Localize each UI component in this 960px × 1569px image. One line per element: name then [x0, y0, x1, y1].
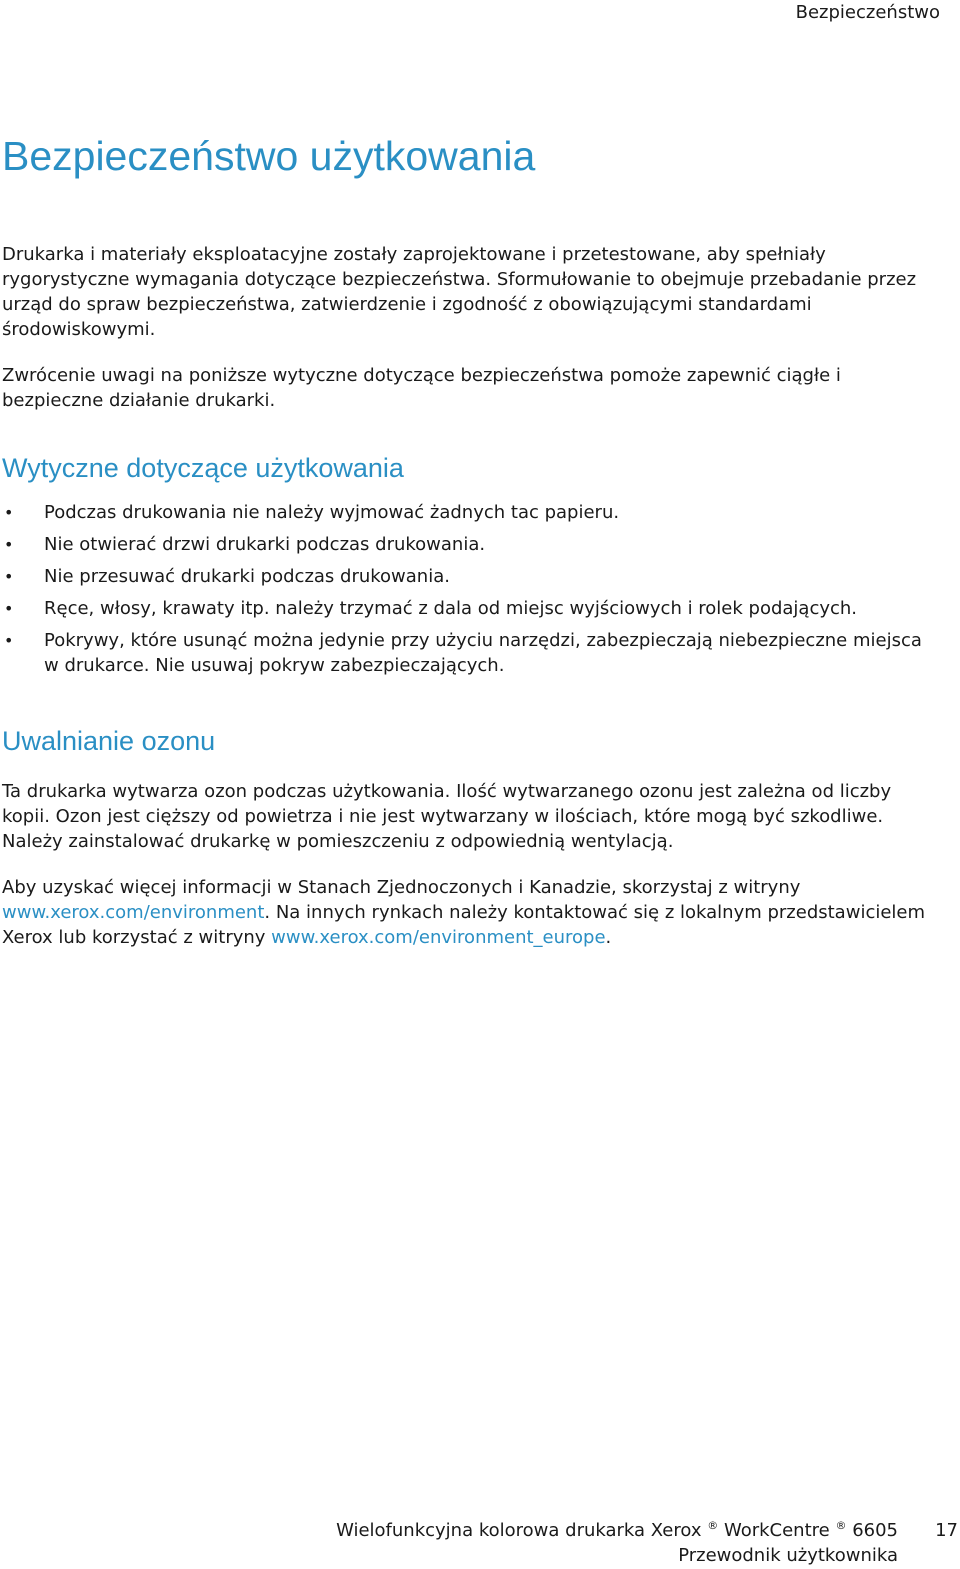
environment-europe-link[interactable]: www.xerox.com/environment_europe [271, 927, 606, 948]
page-title: Bezpieczeństwo użytkowania [2, 133, 536, 179]
page-number: 17 [935, 1520, 958, 1541]
registered-mark: ® [835, 1519, 847, 1532]
ozone-paragraph: Ta drukarka wytwarza ozon podczas użytkowania. Ilość wytwarzanego ozonu jest zależna od liczby kopii. Ozon jest cięższy od powietrza i nie jest wytwarzany w ilościach, które mogą być szkodliwe. Należy zainstalować drukarkę w pomieszczeniu z odpowiednią wentylacją. [2, 781, 892, 852]
running-header: Bezpieczeństwo [795, 2, 940, 23]
list-item: • Nie otwierać drzwi drukarki podczas drukowania. [2, 532, 942, 557]
list-item: • Ręce, włosy, krawaty itp. należy trzymać z dala od miejsc wyjściowych i rolek podających. [2, 596, 942, 621]
ozone-heading: Uwalnianie ozonu [2, 726, 216, 756]
footer-product-prefix: Wielofunkcyjna kolorowa drukarka Xerox [336, 1520, 702, 1541]
intro-paragraph: Zwrócenie uwagi na poniższe wytyczne dotyczące bezpieczeństwa pomoże zapewnić ciągłe i bezpieczne działanie drukarki. [2, 365, 841, 411]
list-item: • Nie przesuwać drukarki podczas drukowania. [2, 564, 942, 589]
ozone-info-text: . Na innych rynkach należy kontaktować się z lokalnym przedstawicielem Xerox lub korzystać z witryny [2, 902, 926, 948]
guidelines-heading: Wytyczne dotyczące użytkowania [2, 453, 404, 483]
ozone-info-text: Aby uzyskać więcej informacji w Stanach Zjednoczonych i Kanadzie, skorzystaj z witryny [2, 877, 801, 898]
footer-product-name: WorkCentre [718, 1520, 830, 1541]
list-item: • Podczas drukowania nie należy wyjmować żadnych tac papieru. [2, 500, 942, 525]
guidelines-list [2, 500, 942, 678]
list-item: • Pokrywy, które usunąć można jedynie przy użyciu narzędzi, zabezpieczają niebezpieczne miejsca w drukarce. Nie usuwaj pokryw zabezpieczających. [2, 628, 942, 678]
footer-product [336, 1518, 898, 1543]
page-content [2, 128, 942, 971]
footer-guide-name: Przewodnik użytkownika [678, 1545, 898, 1566]
footer-model: 6605 [846, 1520, 898, 1541]
ozone-info-paragraph [2, 875, 942, 950]
ozone-info-text: . [605, 927, 612, 948]
environment-link[interactable]: www.xerox.com/environment [2, 902, 265, 923]
intro-paragraph: Drukarka i materiały eksploatacyjne zostały zaprojektowane i przetestowane, aby spełniały rygorystyczne wymagania dotyczące bezpieczeństwa. Sformułowanie to obejmuje przebadanie przez urząd do spraw bezpieczeństwa, zatwierdzenie i zgodność z obowiązującymi standardami środowiskowymi. [2, 244, 917, 340]
registered-mark: ® [707, 1519, 719, 1532]
